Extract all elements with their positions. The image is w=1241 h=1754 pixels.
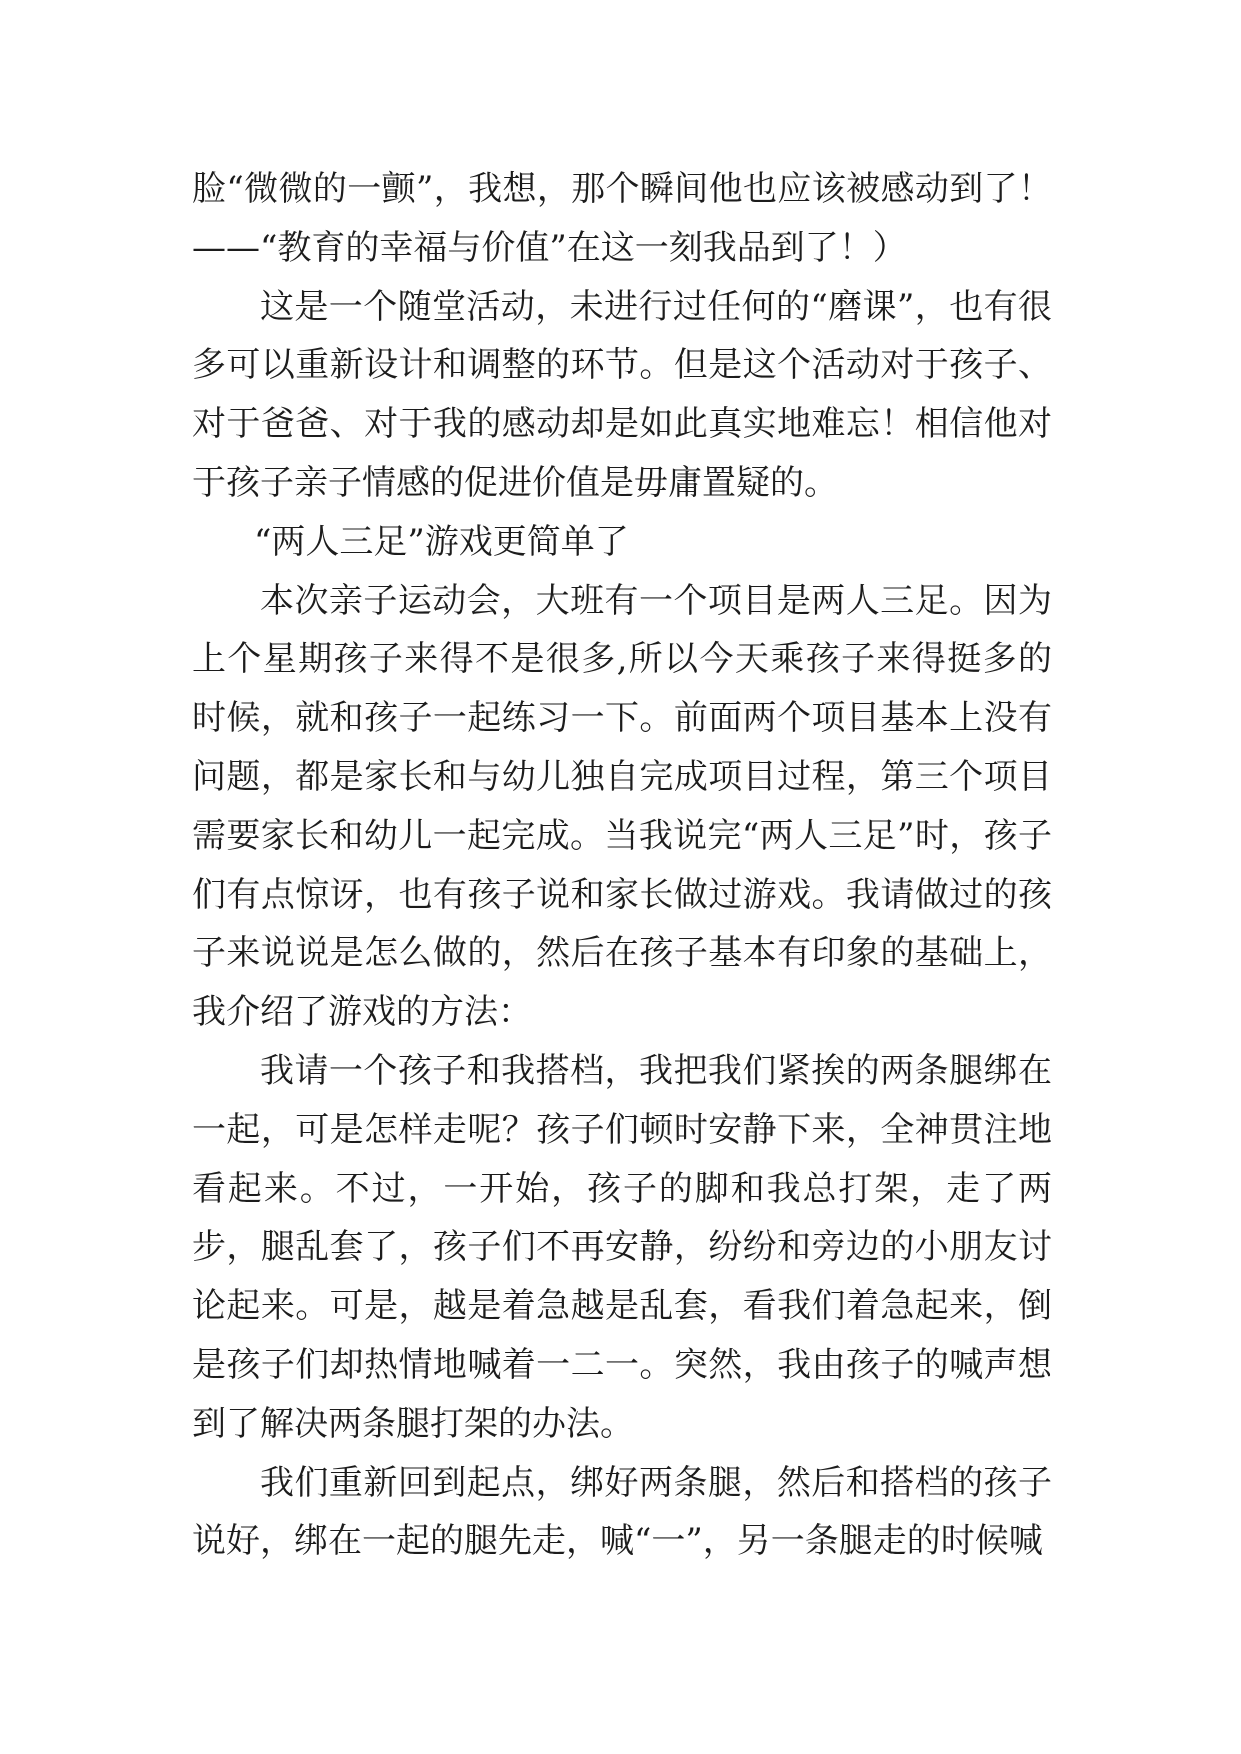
paragraph-restart: 我们重新回到起点，绑好两条腿，然后和搭档的孩子说好，绑在一起的腿先走，喊“一”，另一条腿走的时候喊 <box>192 1462 1052 1562</box>
paragraph-class-activity: 这是一个随堂活动，未进行过任何的“磨课”，也有很多可以重新设计和调整的环节。但是这个活动对于孩子、对于爸爸、对于我的感动却是如此真实地难忘！相信他对于孩子亲子情感的促进价值是毋庸置疑的。 <box>192 286 1052 503</box>
paragraph-continuation: 脸“微微的一颤”，我想，那个瞬间他也应该被感动到了！——“教育的幸福与价值”在这一刻我品到了！） <box>192 169 1052 268</box>
section-heading: “两人三足”游戏更简单了 <box>254 521 629 562</box>
paragraph-demonstration: 我请一个孩子和我搭档，我把我们紧挨的两条腿绑在一起，可是怎样走呢？孩子们顿时安静下来，全神贯注地看起来。不过，一开始，孩子的脚和我总打架，走了两步，腿乱套了，孩子们不再安静，纷纷和旁边的小朋友讨论起来。可是，越是着急越是乱套，看我们着急起来，倒是孩子们却热情地喊着一二一。突然，我由孩子的喊声想到了解决两条腿打架的办法。 <box>192 1050 1052 1444</box>
document-body <box>192 160 1052 1571</box>
paragraph-sports-meet: 本次亲子运动会，大班有一个项目是两人三足。因为上个星期孩子来得不是很多,所以今天乘孩子来得挺多的时候，就和孩子一起练习一下。前面两个项目基本上没有问题，都是家长和与幼儿独自完成项目过程，第三个项目需要家长和幼儿一起完成。当我说完“两人三足”时，孩子们有点惊讶，也有孩子说和家长做过游戏。我请做过的孩子来说说是怎么做的，然后在孩子基本有印象的基础上，我介绍了游戏的方法： <box>192 580 1052 1033</box>
